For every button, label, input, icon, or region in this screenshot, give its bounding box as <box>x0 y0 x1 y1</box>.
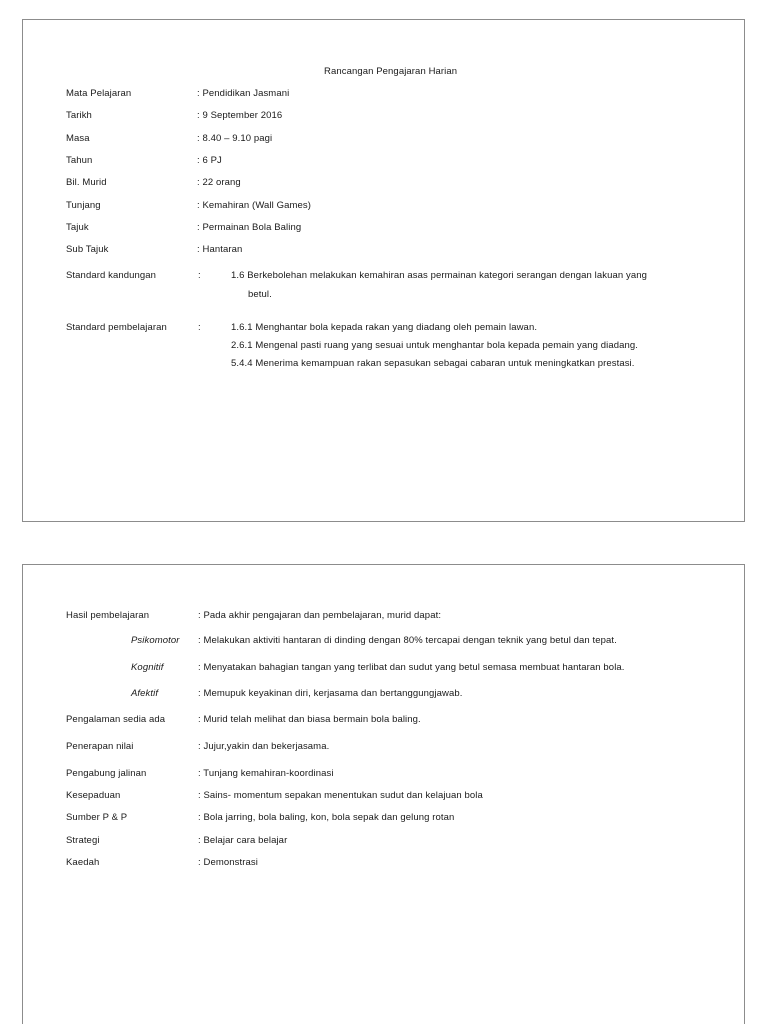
document-page-1 <box>22 19 745 522</box>
field-label-kaedah: Kaedah <box>66 857 100 868</box>
domain-value-kognitif: : Menyatakan bahagian tangan yang terlibat dan sudut yang betul semasa membuat hantaran bola. <box>198 662 625 673</box>
field-label-bil-murid: Bil. Murid <box>66 177 107 188</box>
field-label-masa: Masa <box>66 133 90 144</box>
field-value-tajuk: : Permainan Bola Baling <box>197 222 302 233</box>
standard-pembelajaran-item: 2.6.1 Mengenal pasti ruang yang sesuai untuk menghantar bola kepada pemain yang diadang. <box>231 340 639 351</box>
domain-value-psikomotor: : Melakukan aktiviti hantaran di dinding dengan 80% tercapai dengan teknik yang betul dan tepat. <box>198 635 617 646</box>
standard-pembelajaran-item: 1.6.1 Menghantar bola kepada rakan yang diadang oleh pemain lawan. <box>231 322 538 333</box>
standard-pembelajaran-colon: : <box>198 322 201 333</box>
standard-kandungan-label: Standard kandungan <box>66 270 157 281</box>
domain-label-psikomotor: Psikomotor <box>131 635 180 646</box>
domain-label-kognitif: Kognitif <box>131 662 164 673</box>
field-value-kaedah: : Demonstrasi <box>198 857 258 868</box>
standard-kandungan-line-1: 1.6 Berkebolehan melakukan kemahiran asas permainan kategori serangan dengan lakuan yang <box>231 270 647 281</box>
field-value-penerapan-nilai: : Jujur,yakin dan bekerjasama. <box>198 741 330 752</box>
field-label-pengabung-jalinan: Pengabung jalinan <box>66 768 147 779</box>
field-label-pengalaman: Pengalaman sedia ada <box>66 714 166 725</box>
field-value-mata-pelajaran: : Pendidikan Jasmani <box>197 88 290 99</box>
field-value-tarikh: : 9 September 2016 <box>197 110 283 121</box>
field-label-penerapan-nilai: Penerapan nilai <box>66 741 134 752</box>
standard-pembelajaran-item: 5.4.4 Menerima kemampuan rakan sepasukan sebagai cabaran untuk meningkatkan prestasi. <box>231 358 635 369</box>
field-value-sumber: : Bola jarring, bola baling, kon, bola sepak dan gelung rotan <box>198 812 455 823</box>
field-value-tahun: : 6 PJ <box>197 155 222 166</box>
hasil-pembelajaran-label: Hasil pembelajaran <box>66 610 150 621</box>
field-value-bil-murid: : 22 orang <box>197 177 241 188</box>
field-label-sub-tajuk: Sub Tajuk <box>66 244 109 255</box>
field-label-kesepaduan: Kesepaduan <box>66 790 121 801</box>
standard-kandungan-line-2: betul. <box>248 289 272 300</box>
field-value-masa: : 8.40 – 9.10 pagi <box>197 133 273 144</box>
field-value-kesepaduan: : Sains- momentum sepakan menentukan sudut dan kelajuan bola <box>198 790 483 801</box>
field-label-mata-pelajaran: Mata Pelajaran <box>66 88 132 99</box>
field-value-pengalaman: : Murid telah melihat dan biasa bermain bola baling. <box>198 714 421 725</box>
document-title: Rancangan Pengajaran Harian <box>324 66 458 77</box>
field-value-pengabung-jalinan: : Tunjang kemahiran-koordinasi <box>198 768 334 779</box>
field-value-sub-tajuk: : Hantaran <box>197 244 243 255</box>
field-value-tunjang: : Kemahiran (Wall Games) <box>197 200 311 211</box>
field-label-strategi: Strategi <box>66 835 100 846</box>
domain-label-afektif: Afektif <box>131 688 159 699</box>
field-value-strategi: : Belajar cara belajar <box>198 835 288 846</box>
hasil-pembelajaran-value: : Pada akhir pengajaran dan pembelajaran, murid dapat: <box>198 610 442 621</box>
document-page-2 <box>22 564 745 1024</box>
standard-pembelajaran-label: Standard pembelajaran <box>66 322 167 333</box>
field-label-sumber: Sumber P & P <box>66 812 128 823</box>
field-label-tajuk: Tajuk <box>66 222 89 233</box>
standard-kandungan-colon: : <box>198 270 201 281</box>
field-label-tarikh: Tarikh <box>66 110 92 121</box>
field-label-tahun: Tahun <box>66 155 93 166</box>
domain-value-afektif: : Memupuk keyakinan diri, kerjasama dan bertanggungjawab. <box>198 688 463 699</box>
field-label-tunjang: Tunjang <box>66 200 101 211</box>
